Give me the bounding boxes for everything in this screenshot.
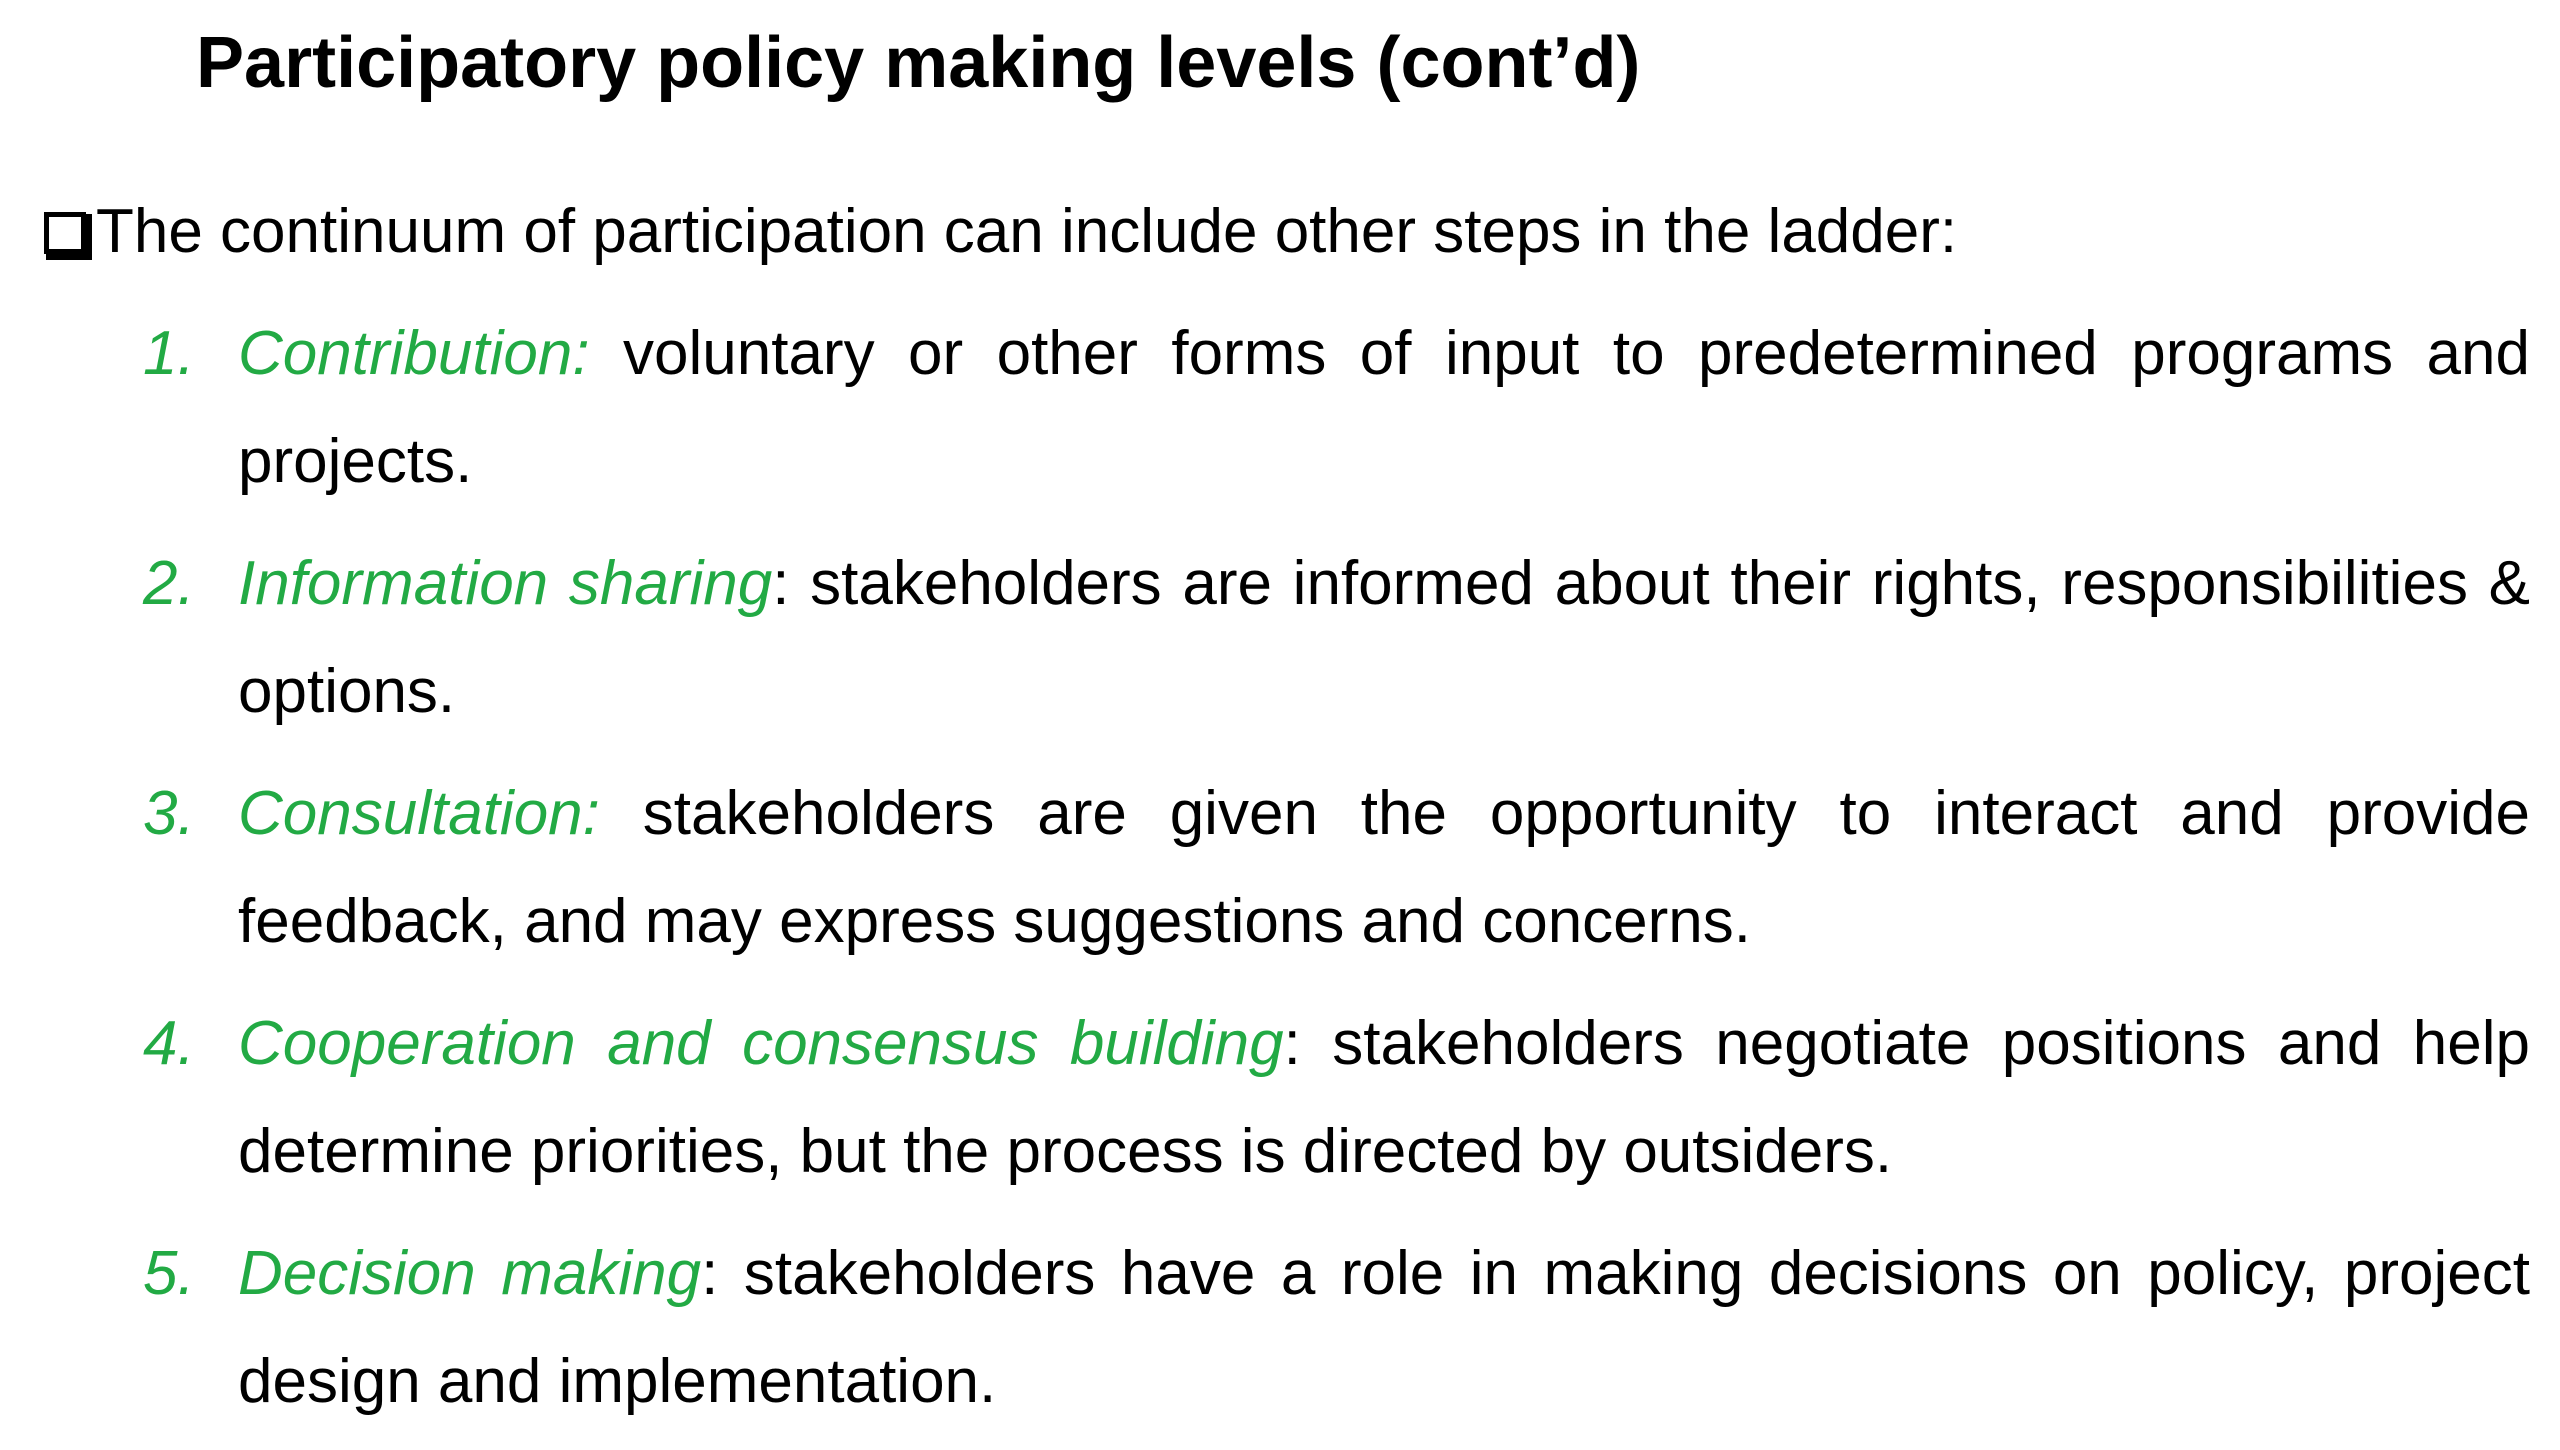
list-item — [0, 760, 2560, 990]
item-text — [238, 990, 2530, 1220]
item-separator: : — [582, 779, 600, 848]
item-separator: : — [772, 549, 790, 618]
item-description: stakeholders are informed about their rights, responsibilities & options. — [238, 549, 2530, 726]
item-term: Consultation — [238, 779, 583, 848]
item-text — [238, 1220, 2530, 1450]
item-term: Information sharing — [238, 549, 773, 618]
checkbox-bullet-icon — [44, 212, 86, 254]
item-separator: : — [1283, 1009, 1301, 1078]
intro-text: The continuum of participation can include other steps in the ladder: — [96, 197, 1958, 266]
list-item — [0, 530, 2560, 760]
item-text — [238, 760, 2530, 990]
item-number: 3. — [143, 779, 195, 848]
item-description: stakeholders have a role in making decisions on policy, project design and implementation. — [238, 1239, 2531, 1416]
item-description: voluntary or other forms of input to predetermined programs and projects. — [238, 319, 2530, 496]
list-item — [0, 1220, 2560, 1450]
item-text — [238, 530, 2530, 760]
numbered-list — [0, 300, 2560, 1450]
intro-bullet — [44, 182, 1957, 282]
item-number: 1. — [143, 319, 195, 388]
item-number: 5. — [143, 1239, 195, 1308]
list-item — [0, 300, 2560, 530]
item-term: Cooperation and consensus building — [238, 1009, 1284, 1078]
slide-title: Participatory policy making levels (cont’d) — [196, 23, 1641, 103]
item-number: 2. — [143, 549, 195, 618]
item-term: Contribution — [238, 319, 573, 388]
item-separator: : — [572, 319, 590, 388]
item-text — [238, 300, 2530, 530]
list-item — [0, 990, 2560, 1220]
item-description: stakeholders negotiate positions and help determine priorities, but the process is directed by outsiders. — [238, 1009, 2530, 1186]
item-term: Decision making — [238, 1239, 702, 1308]
item-description: stakeholders are given the opportunity to interact and provide feedback, and may express suggestions and concerns. — [238, 779, 2530, 956]
item-number: 4. — [143, 1009, 195, 1078]
item-separator: : — [701, 1239, 719, 1308]
